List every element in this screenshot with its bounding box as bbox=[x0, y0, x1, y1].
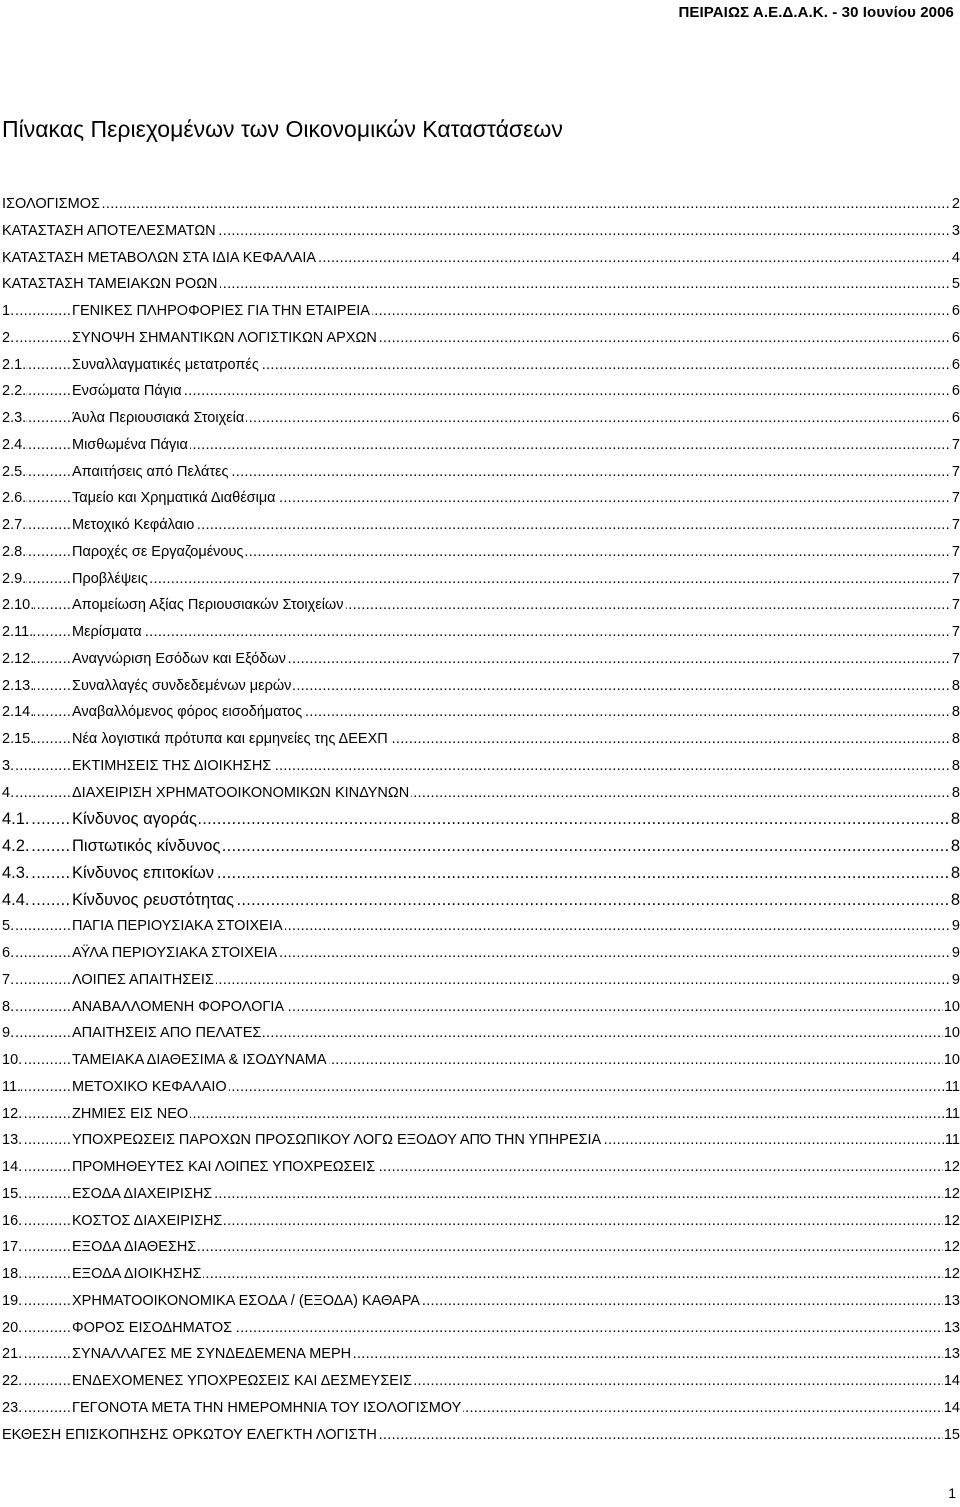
document-header: ΠΕΙΡΑΙΩΣ Α.Ε.Δ.Α.Κ. - 30 Ιουνίου 2006 bbox=[678, 4, 954, 21]
toc-entry-number: 8. bbox=[2, 998, 15, 1015]
toc-entry-page: 8 bbox=[950, 863, 960, 882]
toc-entry-page: 14 bbox=[943, 1373, 960, 1389]
toc-entry-page: 8 bbox=[950, 837, 960, 855]
toc-entry-page: 11 bbox=[944, 1078, 960, 1095]
toc-entry-label: ΑΠΑΙΤΗΣΕΙΣ ΑΠΟ ΠΕΛΑΤΕΣ bbox=[72, 1025, 262, 1042]
toc-entry[interactable] bbox=[2, 1319, 960, 1346]
toc-entry[interactable] bbox=[2, 195, 960, 222]
toc-entry[interactable] bbox=[2, 784, 960, 811]
toc-entry-number: 9. bbox=[2, 1025, 15, 1042]
toc-entry-number: 12. bbox=[2, 1105, 23, 1122]
toc-entry[interactable] bbox=[2, 891, 960, 918]
toc-entry[interactable] bbox=[2, 409, 960, 436]
toc-entry-label: Αναγνώριση Εσόδων και Εξόδων bbox=[72, 650, 286, 667]
toc-entry[interactable] bbox=[2, 570, 960, 597]
toc-entry-label: ΕΚΘΕΣΗ ΕΠΙΣΚΟΠΗΣΗΣ ΟΡΚΩΤΟΥ ΕΛΕΓΚΤΗ ΛΟΓΙΣΤΗ bbox=[2, 1426, 377, 1443]
toc-entry-label: ΜΕΤΟΧΙΚΟ ΚΕΦΑΛΑΙΟ bbox=[72, 1078, 227, 1095]
toc-entry-number: 4.3. bbox=[2, 863, 30, 882]
toc-entry[interactable] bbox=[2, 1078, 960, 1105]
toc-entry-label: Απομείωση Αξίας Περιουσιακών Στοιχείων bbox=[72, 597, 344, 614]
toc-entry[interactable] bbox=[2, 249, 960, 276]
toc-entry-label: ΠΑΓΙΑ ΠΕΡΙΟΥΣΙΑΚΑ ΣΤΟΙΧΕΙΑ bbox=[72, 918, 283, 935]
toc-entry[interactable] bbox=[2, 1212, 960, 1239]
toc-entry-number: 18. bbox=[2, 1266, 23, 1282]
toc-entry-number: 2.15. bbox=[2, 731, 35, 747]
toc-entry-number: 15. bbox=[2, 1185, 23, 1202]
toc-entry-label: ΧΡΗΜΑΤΟΟΙΚΟΝΟΜΙΚΑ ΕΣΟΔΑ / (ΕΞΟΔΑ) ΚΑΘΑΡΑ bbox=[72, 1292, 420, 1309]
page-title: Πίνακας Περιεχομένων των Οικονομικών Καταστάσεων bbox=[2, 116, 563, 142]
toc-entry[interactable] bbox=[2, 864, 960, 891]
toc-entry-page: 13 bbox=[943, 1346, 960, 1363]
toc-entry-label: Νέα λογιστικά πρότυπα και ερμηνείες της ΔΕΕΧΠ bbox=[72, 731, 388, 747]
toc-entry[interactable] bbox=[2, 596, 960, 623]
toc-entry-label: ΔΙΑΧΕΙΡΙΣΗ ΧΡΗΜΑΤΟΟΙΚΟΝΟΜΙΚΩΝ ΚΙΝΔΥΝΩΝ bbox=[72, 784, 410, 801]
toc-entry-page: 11 bbox=[944, 1105, 960, 1122]
toc-entry-number: 2.11. bbox=[2, 624, 34, 640]
dot-leader bbox=[2, 195, 960, 213]
toc-entry-number: 2.2. bbox=[2, 383, 27, 400]
toc-entry-label: ΕΞΟΔΑ ΔΙΑΘΕΣΗΣ bbox=[72, 1239, 197, 1256]
toc-entry[interactable] bbox=[2, 623, 960, 650]
toc-entry-page: 8 bbox=[951, 677, 960, 694]
toc-entry-page: 2 bbox=[951, 196, 960, 212]
toc-entry[interactable] bbox=[2, 1265, 960, 1292]
toc-entry-page: 9 bbox=[951, 945, 960, 961]
toc-entry-label: ΤΑΜΕΙΑΚΑ ΔΙΑΘΕΣΙΜΑ & ΙΣΟΔΥΝΑΜΑ bbox=[72, 1052, 327, 1068]
toc-entry-page: 8 bbox=[951, 731, 960, 747]
toc-entry[interactable] bbox=[2, 917, 960, 944]
toc-entry-page: 14 bbox=[943, 1399, 960, 1416]
toc-entry-number: 2.14. bbox=[2, 704, 35, 721]
toc-entry-page: 15 bbox=[943, 1426, 960, 1443]
toc-entry-number: 2.3. bbox=[2, 410, 27, 426]
toc-entry-label: ΙΣΟΛΟΓΙΣΜΟΣ bbox=[2, 196, 100, 212]
toc-entry[interactable] bbox=[2, 1345, 960, 1372]
toc-entry-number: 2.13. bbox=[2, 677, 35, 694]
toc-entry[interactable] bbox=[2, 703, 960, 730]
toc-entry-number: 2.1. bbox=[2, 356, 27, 373]
toc-entry-number: 22. bbox=[2, 1373, 23, 1389]
toc-entry[interactable] bbox=[2, 463, 960, 490]
toc-entry[interactable] bbox=[2, 489, 960, 516]
toc-entry-label: ΓΕΓΟΝΟΤΑ ΜΕΤΑ ΤΗΝ ΗΜΕΡΟΜΗΝΙΑ ΤΟΥ ΙΣΟΛΟΓΙΣΜΟΥ bbox=[72, 1399, 462, 1416]
toc-entry-label: Προβλέψεις bbox=[72, 570, 148, 587]
toc-entry-number: 23. bbox=[2, 1399, 23, 1416]
toc-entry-page: 7 bbox=[951, 490, 960, 507]
toc-entry-label: Μερίσματα bbox=[72, 624, 142, 640]
toc-entry-number: 4.4. bbox=[2, 890, 30, 909]
toc-entry-label: Μισθωμένα Πάγια bbox=[72, 436, 188, 453]
toc-entry-number: 13. bbox=[2, 1132, 23, 1149]
toc-entry[interactable] bbox=[2, 543, 960, 570]
toc-entry[interactable] bbox=[2, 356, 960, 383]
toc-entry-label: Κίνδυνος ρευστότητας bbox=[72, 890, 234, 909]
toc-entry-label: ΕΚΤΙΜΗΣΕΙΣ ΤΗΣ ΔΙΟΙΚΗΣΗΣ bbox=[72, 757, 272, 774]
toc-entry-page: 11 bbox=[944, 1132, 960, 1149]
toc-entry-page: 13 bbox=[943, 1319, 960, 1336]
toc-entry-number: 2. bbox=[2, 329, 15, 346]
toc-entry-number: 20. bbox=[2, 1319, 23, 1336]
toc-entry-page: 7 bbox=[951, 463, 960, 480]
toc-entry-label: Πιστωτικός κίνδυνος bbox=[72, 837, 221, 855]
toc-entry-page: 7 bbox=[951, 543, 960, 560]
toc-entry-label: ΦΟΡΟΣ ΕΙΣΟΔΗΜΑΤΟΣ bbox=[72, 1319, 233, 1336]
toc-entry-label: Παροχές σε Εργαζομένους bbox=[72, 543, 244, 560]
toc-entry-number: 7. bbox=[2, 971, 15, 988]
toc-entry-page: 5 bbox=[951, 276, 960, 293]
toc-entry-number: 17. bbox=[2, 1239, 23, 1256]
toc-entry-label: Απαιτήσεις από Πελάτες bbox=[72, 463, 229, 480]
toc-entry[interactable] bbox=[2, 1372, 960, 1399]
toc-entry-label: ΑΫΛΑ ΠΕΡΙΟΥΣΙΑΚΑ ΣΤΟΙΧΕΙΑ bbox=[72, 945, 278, 961]
toc-entry[interactable] bbox=[2, 1024, 960, 1051]
toc-entry-page: 3 bbox=[951, 222, 960, 239]
toc-entry-number: 2.7. bbox=[2, 517, 27, 533]
toc-entry[interactable] bbox=[2, 1185, 960, 1212]
toc-entry-page: 12 bbox=[943, 1266, 960, 1282]
toc-entry-page: 4 bbox=[951, 249, 960, 266]
toc-entry-label: ΥΠΟΧΡΕΩΣΕΙΣ ΠΑΡΟΧΩΝ ΠΡΟΣΩΠΙΚΟΥ ΛΟΓΩ ΕΞΟΔΟΥ ΑΠΌ ΤΗΝ ΥΠΗΡΕΣΙΑ bbox=[72, 1132, 602, 1149]
toc-entry-page: 7 bbox=[951, 436, 960, 453]
toc-entry-page: 6 bbox=[951, 356, 960, 373]
toc-entry[interactable] bbox=[2, 650, 960, 677]
toc-entry-label: Ενσώματα Πάγια bbox=[72, 383, 182, 400]
toc-entry-page: 10 bbox=[943, 1025, 960, 1042]
toc-entry[interactable] bbox=[2, 677, 960, 704]
toc-entry-page: 6 bbox=[951, 303, 960, 319]
toc-entry-label: ΕΝΔΕΧΟΜΕΝΕΣ ΥΠΟΧΡΕΩΣΕΙΣ ΚΑΙ ΔΕΣΜΕΥΣΕΙΣ bbox=[72, 1373, 412, 1389]
toc-entry[interactable] bbox=[2, 1131, 960, 1158]
toc-entry-label: ΚΑΤΑΣΤΑΣΗ ΤΑΜΕΙΑΚΩΝ ΡΟΩΝ bbox=[2, 276, 218, 293]
toc-entry-number: 6. bbox=[2, 945, 15, 961]
toc-entry-label: ΚΟΣΤΟΣ ΔΙΑΧΕΙΡΙΣΗΣ bbox=[72, 1212, 223, 1229]
toc-entry-page: 12 bbox=[943, 1239, 960, 1256]
toc-entry-page: 6 bbox=[951, 383, 960, 400]
toc-entry-number: 11. bbox=[2, 1078, 22, 1095]
toc-entry[interactable] bbox=[2, 998, 960, 1025]
toc-entry[interactable] bbox=[2, 1399, 960, 1426]
toc-entry[interactable] bbox=[2, 1238, 960, 1265]
toc-entry-label: Συναλλαγματικές μετατροπές bbox=[72, 356, 259, 373]
toc-entry-page: 8 bbox=[950, 810, 960, 829]
toc-entry[interactable] bbox=[2, 436, 960, 463]
toc-entry-number: 10. bbox=[2, 1052, 23, 1068]
toc-entry-number: 16. bbox=[2, 1212, 23, 1229]
toc-entry-number: 2.10. bbox=[2, 597, 35, 614]
toc-entry-page: 7 bbox=[951, 517, 960, 533]
toc-entry-label: ΖΗΜΙΕΣ ΕΙΣ ΝΕΟ bbox=[72, 1105, 189, 1122]
toc-entry[interactable] bbox=[2, 275, 960, 302]
toc-entry[interactable] bbox=[2, 222, 960, 249]
toc-entry-page: 10 bbox=[943, 998, 960, 1015]
toc-entry-number: 2.6. bbox=[2, 490, 27, 507]
toc-entry[interactable] bbox=[2, 1292, 960, 1319]
toc-entry-number: 3. bbox=[2, 757, 15, 774]
toc-entry-page: 6 bbox=[951, 410, 960, 426]
toc-entry-page: 12 bbox=[943, 1159, 960, 1175]
toc-entry-number: 4.2. bbox=[2, 837, 30, 855]
toc-entry-number: 14. bbox=[2, 1159, 23, 1175]
toc-entry-label: Ταμείο και Χρηματικά Διαθέσιμα bbox=[72, 490, 276, 507]
toc-entry-page: 7 bbox=[951, 570, 960, 587]
toc-entry[interactable] bbox=[2, 971, 960, 998]
toc-entry-label: ΛΟΙΠΕΣ ΑΠΑΙΤΗΣΕΙΣ bbox=[72, 971, 214, 988]
toc-entry-label: ΣΥΝΟΨΗ ΣΗΜΑΝΤΙΚΩΝ ΛΟΓΙΣΤΙΚΩΝ ΑΡΧΩΝ bbox=[72, 329, 377, 346]
toc-entry-number: 2.5. bbox=[2, 463, 27, 480]
toc-entry[interactable] bbox=[2, 1158, 960, 1185]
toc-entry-label: ΠΡΟΜΗΘΕΥΤΕΣ ΚΑΙ ΛΟΙΠΕΣ ΥΠΟΧΡΕΩΣΕΙΣ bbox=[72, 1159, 376, 1175]
toc-entry-number: 19. bbox=[2, 1292, 23, 1309]
toc-entry-label: Κίνδυνος επιτοκίων bbox=[72, 863, 215, 882]
toc-entry-label: ΚΑΤΑΣΤΑΣΗ ΑΠΟΤΕΛΕΣΜΑΤΩΝ bbox=[2, 222, 216, 239]
table-of-contents bbox=[2, 195, 960, 1452]
toc-entry-number: 4.1. bbox=[2, 810, 30, 829]
toc-entry[interactable] bbox=[2, 837, 960, 864]
toc-entry[interactable] bbox=[2, 382, 960, 409]
toc-entry-label: Μετοχικό Κεφάλαιο bbox=[72, 517, 195, 533]
toc-entry[interactable] bbox=[2, 329, 960, 356]
toc-entry-page: 9 bbox=[951, 918, 960, 935]
toc-entry[interactable] bbox=[2, 1051, 960, 1078]
toc-entry-page: 8 bbox=[951, 757, 960, 774]
toc-entry[interactable] bbox=[2, 730, 960, 757]
toc-entry-label: ΓΕΝΙΚΕΣ ΠΛΗΡΟΦΟΡΙΕΣ ΓΙΑ ΤΗΝ ΕΤΑΙΡΕΙΑ bbox=[72, 303, 370, 319]
toc-entry-page: 8 bbox=[951, 784, 960, 801]
toc-entry-page: 7 bbox=[951, 624, 960, 640]
page-number: 1 bbox=[948, 1485, 956, 1501]
toc-entry[interactable] bbox=[2, 302, 960, 329]
toc-entry-page: 7 bbox=[951, 650, 960, 667]
toc-entry-number: 4. bbox=[2, 784, 15, 801]
toc-entry-label: ΕΞΟΔΑ ΔΙΟΙΚΗΣΗΣ bbox=[72, 1266, 202, 1282]
toc-entry-page: 7 bbox=[951, 597, 960, 614]
toc-entry-label: Κίνδυνος αγοράς bbox=[72, 810, 197, 829]
toc-entry-page: 12 bbox=[943, 1212, 960, 1229]
toc-entry[interactable] bbox=[2, 944, 960, 971]
toc-entry-number: 2.12. bbox=[2, 650, 35, 667]
toc-entry-number: 5. bbox=[2, 918, 15, 935]
toc-entry-page: 8 bbox=[950, 890, 960, 909]
dot-leader bbox=[2, 623, 960, 641]
toc-entry-label: Συναλλαγές συνδεδεμένων μερών bbox=[72, 677, 292, 694]
toc-entry[interactable] bbox=[2, 757, 960, 784]
toc-entry-page: 8 bbox=[951, 704, 960, 721]
toc-entry-page: 13 bbox=[943, 1292, 960, 1309]
toc-entry-number: 1. bbox=[2, 303, 15, 319]
toc-entry-label: Άυλα Περιουσιακά Στοιχεία bbox=[72, 410, 245, 426]
toc-entry-number: 2.4. bbox=[2, 436, 27, 453]
toc-entry[interactable] bbox=[2, 1426, 960, 1453]
toc-entry-number: 21. bbox=[2, 1346, 23, 1363]
toc-entry-number: 2.9. bbox=[2, 570, 27, 587]
toc-entry[interactable] bbox=[2, 810, 960, 837]
toc-entry-page: 9 bbox=[951, 971, 960, 988]
toc-entry[interactable] bbox=[2, 516, 960, 543]
toc-entry-page: 6 bbox=[951, 329, 960, 346]
toc-entry-label: ΚΑΤΑΣΤΑΣΗ ΜΕΤΑΒΟΛΩΝ ΣΤΑ ΙΔΙΑ ΚΕΦΑΛΑΙΑ bbox=[2, 249, 317, 266]
toc-entry[interactable] bbox=[2, 1105, 960, 1132]
toc-entry-label: ΣΥΝΑΛΛΑΓΕΣ ΜΕ ΣΥΝΔΕΔΕΜΕΝΑ ΜΕΡΗ bbox=[72, 1346, 352, 1363]
toc-entry-label: ΑΝΑΒΑΛΛΟΜΕΝΗ ΦΟΡΟΛΟΓΙΑ bbox=[72, 998, 285, 1015]
toc-entry-number: 2.8. bbox=[2, 543, 27, 560]
toc-entry-page: 12 bbox=[943, 1185, 960, 1202]
toc-entry-page: 10 bbox=[943, 1052, 960, 1068]
toc-entry-label: Αναβαλλόμενος φόρος εισοδήματος bbox=[72, 704, 303, 721]
toc-entry-label: ΕΣΟΔΑ ΔΙΑΧΕΙΡΙΣΗΣ bbox=[72, 1185, 213, 1202]
